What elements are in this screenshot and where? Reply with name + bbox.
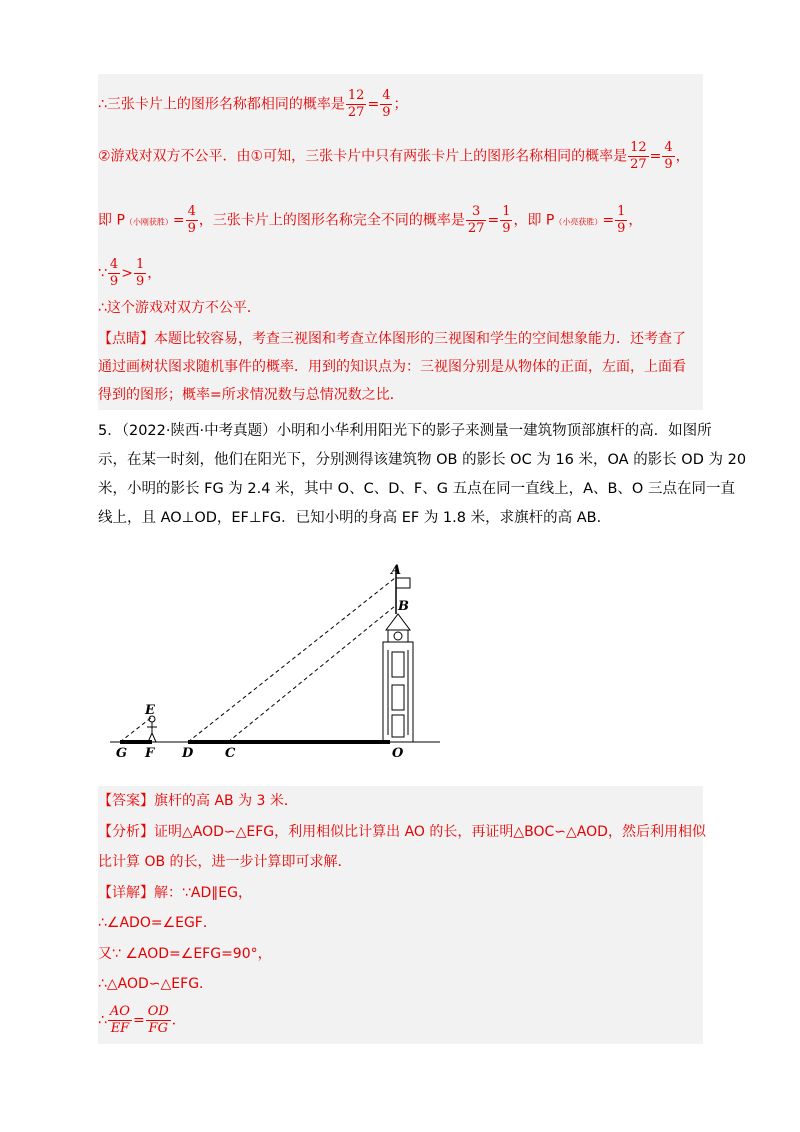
sunray-cb <box>228 606 395 742</box>
text: ，即 P <box>513 212 555 229</box>
numerator: OD <box>147 1004 169 1019</box>
denominator: 9 <box>502 221 511 236</box>
question-line-4: 线上，且 AO⊥OD，EF⊥FG．已知小明的身高 EF 为 1.8 米，求旗杆的高 AB． <box>98 510 612 526</box>
text: ， <box>675 148 690 165</box>
text: ，三张卡片上的图形名称完全不同的概率是 <box>198 212 465 229</box>
denominator: 9 <box>382 105 391 120</box>
detail-line-1: 【详解】解：∵AD∥EG， <box>98 885 252 901</box>
numerator: 1 <box>617 204 626 219</box>
fraction <box>108 1004 132 1037</box>
denominator: 9 <box>109 274 119 289</box>
greater-than-sign: > <box>121 265 133 282</box>
question-line-2: 示，在某一时刻，他们在阳光下，分别测得该建筑物 OB 的影长 OC 为 16 米，OA 的影长 OD 为 20 <box>98 452 747 468</box>
sunray-ge <box>120 717 152 742</box>
text: ∴三张卡片上的图形名称都相同的概率是 <box>98 96 345 113</box>
text: ． <box>171 1012 186 1029</box>
equals-sign: = <box>649 148 662 165</box>
detail-line-3: 又∵ ∠AOD=∠EFG=90°， <box>98 946 272 962</box>
numerator: 4 <box>109 257 119 272</box>
denominator: 9 <box>135 274 145 289</box>
detail-line-5 <box>98 1004 186 1037</box>
numerator: 4 <box>664 140 673 155</box>
building-figure <box>383 566 413 742</box>
label-c: C <box>225 746 236 761</box>
denominator: 9 <box>187 221 196 236</box>
equals-sign: = <box>487 212 500 229</box>
text: ∴ <box>98 1012 107 1029</box>
label-e: E <box>145 703 155 718</box>
denominator: 27 <box>347 105 365 120</box>
fraction <box>146 1004 171 1037</box>
solution-line-5: ∴这个游戏对双方不公平． <box>98 300 261 316</box>
label-g: G <box>116 746 128 761</box>
question-line-1: 5．（2022·陕西·中考真题）小明和小华利用阳光下的影子来测量一建筑物顶部旗杆的高．如图所 <box>98 423 712 439</box>
equals-sign: = <box>367 96 380 113</box>
label-o: O <box>392 746 404 761</box>
comment-line-2: 通过画树状图求随机事件的概率．用到的知识点为：三视图分别是从物体的正面，左面，上面看 <box>98 359 686 375</box>
numerator: 4 <box>187 204 196 219</box>
numerator: 12 <box>630 140 647 155</box>
numerator: AO <box>109 1004 130 1019</box>
label-a: A <box>391 563 402 578</box>
equals-sign: = <box>132 1012 145 1029</box>
equals-sign: = <box>172 212 185 229</box>
denominator: 9 <box>664 157 673 172</box>
label-d: D <box>182 746 194 761</box>
text: ， <box>147 265 162 282</box>
detail-line-2: ∴∠ADO=∠EGF． <box>98 915 217 931</box>
analysis-line-2: 比计算 OB 的长，进一步计算即可求解． <box>98 854 352 870</box>
text: ， <box>628 212 643 229</box>
sunray-da <box>188 578 395 742</box>
text: ∵ <box>98 265 107 282</box>
denominator: 27 <box>630 157 647 172</box>
label-f: F <box>145 746 155 761</box>
numerator: 12 <box>347 88 365 103</box>
subscript: （小亮获胜） <box>554 217 603 227</box>
comment-line-3: 得到的图形；概率=所求情况数与总情况数之比． <box>98 387 404 403</box>
denominator: EF <box>108 1020 132 1037</box>
comment-line-1: 【点睛】本题比较容易，考查三视图和考查立体图形的三视图和学生的空间想象能力．还考查了 <box>98 331 686 347</box>
answer-line: 【答案】旗杆的高 AB 为 3 米． <box>98 793 298 809</box>
numerator: 1 <box>502 204 511 219</box>
detail-line-4: ∴△AOD∽△EFG． <box>98 976 214 992</box>
denominator: FG <box>146 1020 171 1037</box>
text: ； <box>393 96 408 113</box>
denominator: 27 <box>467 221 485 236</box>
subscript: （小刚获胜） <box>124 217 173 227</box>
numerator: 4 <box>382 88 391 103</box>
label-b: B <box>398 599 409 614</box>
question-line-3: 米，小明的影长 FG 为 2.4 米，其中 O、C、D、F、G 五点在同一直线上，A、B、O 三点在同一直 <box>98 481 735 497</box>
analysis-line-1: 【分析】证明△AOD∽△EFG，利用相似比计算出 AO 的长，再证明△BOC∽△AOD，然后利用相似 <box>98 824 706 840</box>
numerator: 1 <box>135 257 145 272</box>
numerator: 3 <box>472 204 481 219</box>
equals-sign: = <box>602 212 615 229</box>
denominator: 9 <box>617 221 626 236</box>
text: ②游戏对双方不公平．由①可知，三张卡片中只有两张卡片上的图形名称相同的概率是 <box>98 148 628 165</box>
text: 即 P <box>98 212 125 229</box>
